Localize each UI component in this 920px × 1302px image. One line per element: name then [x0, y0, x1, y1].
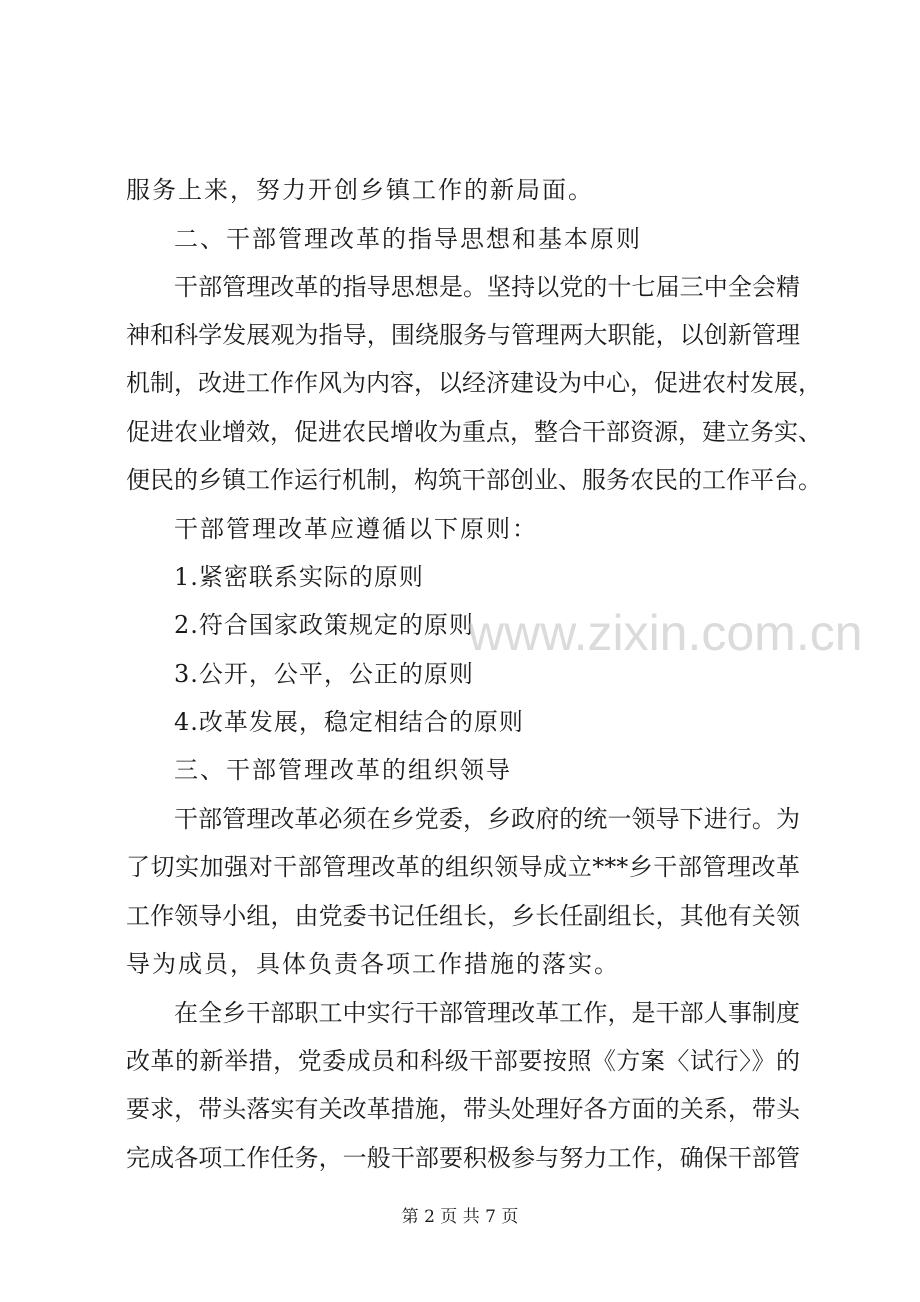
text-line: 在全乡干部职工中实行干部管理改革工作，是干部人事制度 [174, 999, 800, 1027]
text-line: 完成各项工作任务，一般干部要积极参与努力工作，确保干部管 [126, 1144, 800, 1172]
text-line: 干部管理改革应遵循以下原则： [174, 515, 538, 543]
principle-item-1: 1.紧密联系实际的原则 [174, 563, 424, 591]
text-line: 改革的新举措，党委成员和科级干部要按照《方案〈试行〉》的 [126, 1047, 800, 1075]
text-line: 便民的乡镇工作运行机制，构筑干部创业、服务农民的工作平台。 [126, 466, 822, 494]
text-line: 工作领导小组，由党委书记任组长，乡长任副组长，其他有关领 [126, 902, 800, 930]
text-line: 要求，带头落实有关改革措施，带头处理好各方面的关系，带头 [126, 1095, 800, 1123]
principle-item-4: 4.改革发展，稳定相结合的原则 [174, 708, 524, 736]
watermark: www.zixin.com.cn [468, 605, 863, 661]
section-heading-3: 三、干部管理改革的组织领导 [174, 756, 512, 784]
page-footer: 第 2 页 共 7 页 [401, 1207, 519, 1227]
text-line: 服务上来，努力开创乡镇工作的新局面。 [126, 176, 594, 204]
text-line: 促进农业增效，促进农民增收为重点，整合干部资源，建立务实、 [126, 418, 822, 446]
text-line: 机制，改进工作作风为内容，以经济建设为中心，促进农村发展， [126, 369, 822, 397]
principle-item-2: 2.符合国家政策规定的原则 [174, 611, 474, 639]
text-line: 导为成员，具体负责各项工作措施的落实。 [126, 950, 620, 978]
text-line: 干部管理改革必须在乡党委，乡政府的统一领导下进行。为 [174, 805, 800, 833]
text-line: 干部管理改革的指导思想是。坚持以党的十七届三中全会精 [174, 273, 800, 301]
text-line: 神和科学发展观为指导，围绕服务与管理两大职能，以创新管理 [126, 321, 800, 349]
principle-item-3: 3.公开，公平，公正的原则 [174, 660, 474, 688]
section-heading-2: 二、干部管理改革的指导思想和基本原则 [174, 225, 642, 253]
text-line: 了切实加强对干部管理改革的组织领导成立***乡干部管理改革 [126, 853, 800, 881]
